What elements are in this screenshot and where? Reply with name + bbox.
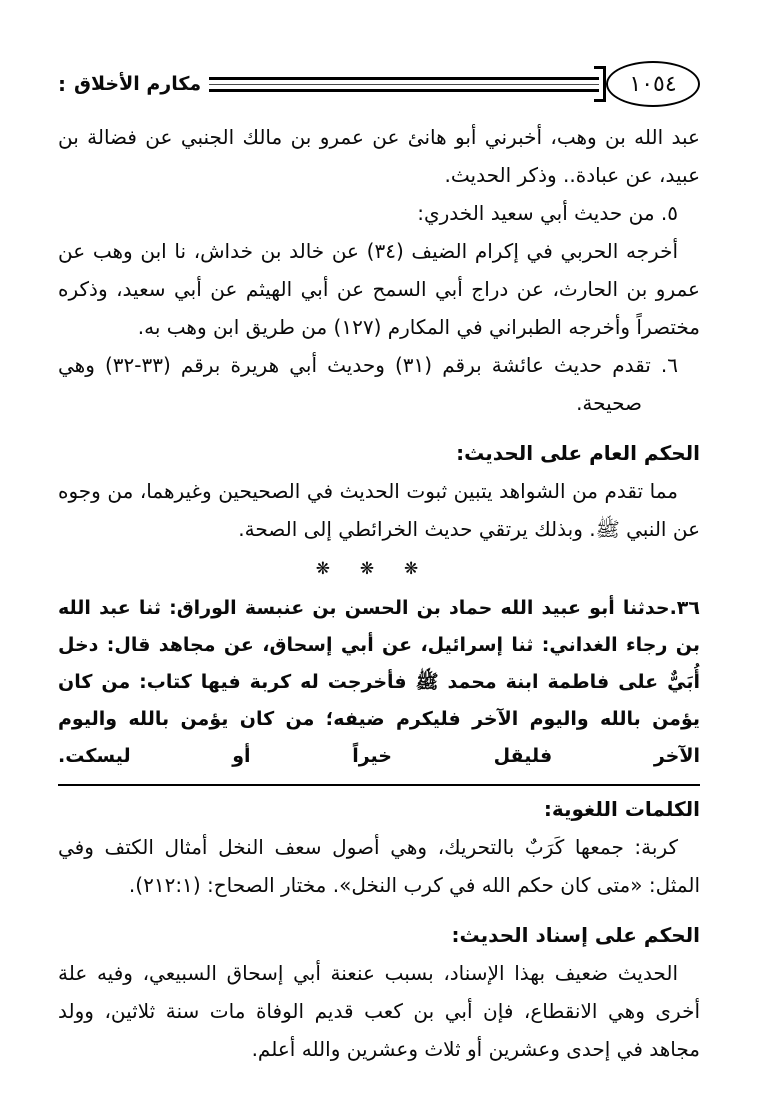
header-end-mark: : [58, 72, 66, 96]
page-number-oval [606, 61, 700, 107]
header-rule-top [209, 77, 599, 80]
running-title-wrap [58, 73, 207, 95]
page-header [58, 58, 700, 110]
header-rule-lines [209, 77, 599, 92]
list-item-6: ٦. تقدم حديث عائشة برقم (٣١) وحديث أبي هريرة برقم (٣٢‎-‎٣٣) وهي صحيحة. [58, 353, 678, 415]
isnad-ruling-paragraph: الحديث ضعيف بهذا الإسناد، بسبب عنعنة أبي إسحاق السبيعي، وفيه علة أخرى وهي الانقطاع، فإن أبي بن كعب قديم الوفاة مات سنة ثلاثين، وولد مجاهد في إحدى وعشرين أو ثلاث وعشرين والله أعلم. [58, 961, 700, 1061]
header-rule-bottom [209, 89, 599, 92]
page-number-badge [601, 61, 700, 107]
takhrij-paragraph: أخرجه الحربي في إكرام الضيف (٣٤) عن خالد بن خداش، نا ابن وهب عن عمرو بن الحارث، عن دراج أبي السمح عن أبي الهيثم عن أبي سعيد، وذكره مختصراً وأخرجه الطبراني في المكارم (١٢٧) من طريق ابن وهب به. [58, 239, 700, 339]
linguistic-paragraph: كربة: جمعها كَرَبٌ بالتحريك، وهي أصول سعف النخل أمثال الكتف وفي المثل: «متى كان حكم الله في كرب النخل». مختار الصحاح: (٢١٢:١). [58, 835, 700, 897]
page-content [58, 118, 700, 1068]
section-separator-stars: ❋ ❋ ❋ [315, 559, 431, 579]
running-title: مكارم الأخلاق [74, 73, 202, 95]
hadith-36-text: ٣٦.حدثنا أبو عبيد الله حماد بن الحسن بن عنبسة الوراق: ثنا عبد الله بن رجاء الغداني: ثنا إسرائيل، عن أبي إسحاق، عن مجاهد قال: دخل أُبَيٌّ على فاطمة ابنة محمد ﷺ فأخرجت له كربة فيها كتاب: من كان يؤمن بالله واليوم الآخر فليكرم ضيفه؛ من كان يؤمن بالله واليوم الآخر فليقل خيراً أو ليسكت. [58, 597, 700, 767]
heading-general-ruling: الحكم العام على الحديث: [456, 441, 700, 465]
list-item-5: ٥. من حديث أبي سعيد الخدري: [417, 201, 678, 225]
header-rule-middle [209, 84, 599, 85]
heading-linguistic-words: الكلمات اللغوية: [543, 797, 700, 821]
general-ruling-paragraph: مما تقدم من الشواهد يتبين ثبوت الحديث في الصحيحين وغيرهما، من وجوه عن النبي ﷺ. وبذلك يرتقي حديث الخرائطي إلى الصحة. [58, 479, 700, 541]
page-number: ١٠٥٤ [629, 71, 677, 97]
isnad-continuation-paragraph: عبد الله بن وهب، أخبرني أبو هانئ عن عمرو بن مالك الجنبي عن فضالة بن عبيد، عن عبادة.. وذكر الحديث. [58, 125, 700, 187]
footnote-divider [58, 784, 700, 786]
heading-isnad-ruling: الحكم على إسناد الحديث: [451, 923, 700, 947]
